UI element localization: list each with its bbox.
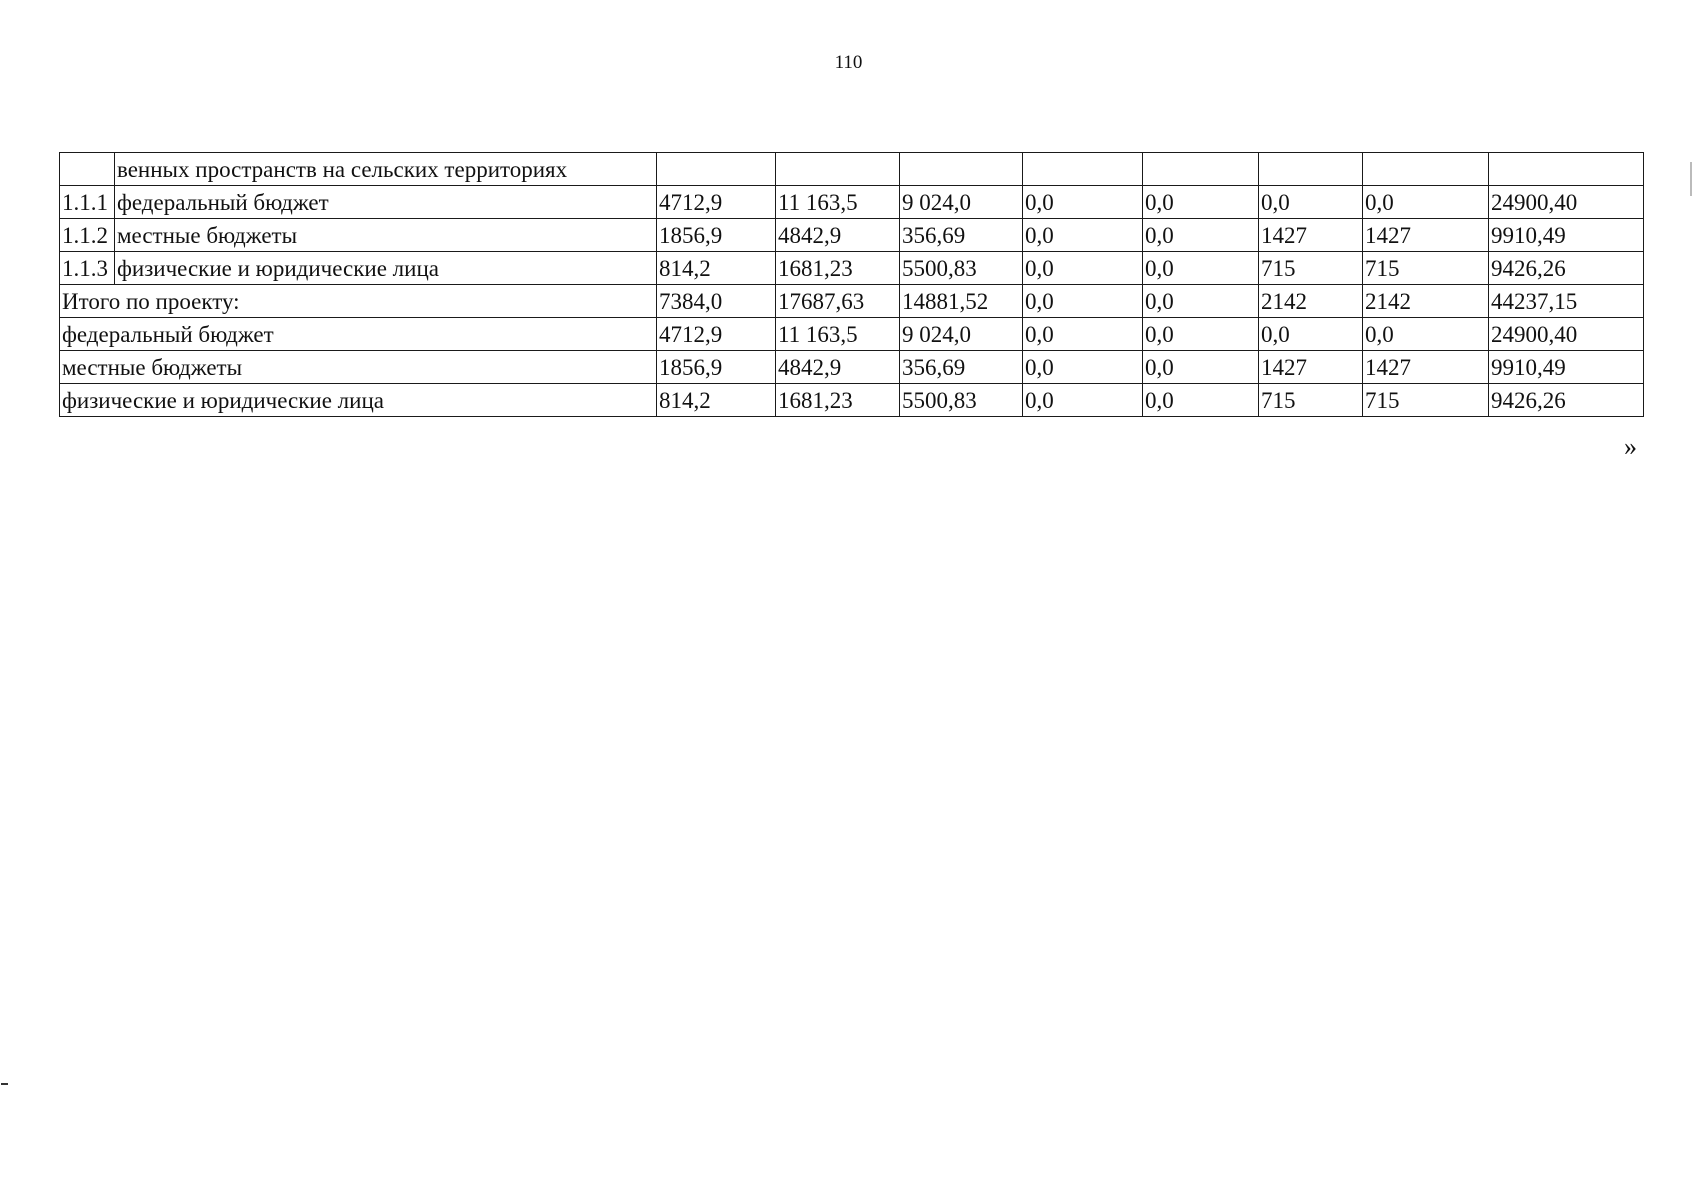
value-cell: 1427: [1259, 351, 1363, 384]
value-cell: 4712,9: [657, 318, 776, 351]
value-cell: 0,0: [1143, 252, 1259, 285]
row-label-cell: местные бюджеты: [115, 219, 657, 252]
value-cell: 2142: [1363, 285, 1489, 318]
value-cell: 0,0: [1023, 318, 1143, 351]
value-cell: 9910,49: [1489, 351, 1644, 384]
value-cell: 7384,0: [657, 285, 776, 318]
value-cell: 14881,52: [900, 285, 1023, 318]
value-cell: 5500,83: [900, 384, 1023, 417]
value-cell: 0,0: [1023, 219, 1143, 252]
summary-row: [60, 318, 1644, 351]
value-cell: 0,0: [1143, 384, 1259, 417]
value-cell: 0,0: [1023, 384, 1143, 417]
value-cell: 0,0: [1143, 351, 1259, 384]
value-cell: 0,0: [1023, 252, 1143, 285]
value-cell: 9 024,0: [900, 318, 1023, 351]
value-cell: 17687,63: [776, 285, 900, 318]
value-cell: 715: [1259, 252, 1363, 285]
value-cell: [1363, 153, 1489, 186]
value-cell: 9 024,0: [900, 186, 1023, 219]
value-cell: 11 163,5: [776, 186, 900, 219]
table-row: [60, 219, 1644, 252]
value-cell: 356,69: [900, 219, 1023, 252]
table-row: [60, 186, 1644, 219]
value-cell: 715: [1259, 384, 1363, 417]
value-cell: 1681,23: [776, 384, 900, 417]
table-row: [60, 153, 1644, 186]
value-cell: [657, 153, 776, 186]
value-cell: 0,0: [1259, 318, 1363, 351]
value-cell: 24900,40: [1489, 318, 1644, 351]
value-cell: 814,2: [657, 384, 776, 417]
summary-row: [60, 285, 1644, 318]
row-code-cell: [60, 153, 115, 186]
page-number: 110: [834, 52, 863, 73]
value-cell: 0,0: [1143, 285, 1259, 318]
value-cell: 356,69: [900, 351, 1023, 384]
value-cell: 1681,23: [776, 252, 900, 285]
value-cell: [900, 153, 1023, 186]
value-cell: 0,0: [1143, 219, 1259, 252]
summary-row: [60, 351, 1644, 384]
value-cell: 1427: [1363, 351, 1489, 384]
value-cell: 9426,26: [1489, 384, 1644, 417]
summary-label-cell: физические и юридические лица: [60, 384, 657, 417]
value-cell: 0,0: [1023, 351, 1143, 384]
value-cell: 44237,15: [1489, 285, 1644, 318]
value-cell: 0,0: [1259, 186, 1363, 219]
value-cell: 0,0: [1363, 318, 1489, 351]
value-cell: 1856,9: [657, 219, 776, 252]
value-cell: 2142: [1259, 285, 1363, 318]
value-cell: [776, 153, 900, 186]
table-row: [60, 252, 1644, 285]
scan-mark: [1, 1083, 8, 1085]
row-label-cell: федеральный бюджет: [115, 186, 657, 219]
value-cell: 11 163,5: [776, 318, 900, 351]
row-label-cell: венных пространств на сельских территориях: [115, 153, 657, 186]
value-cell: [1143, 153, 1259, 186]
value-cell: 1427: [1259, 219, 1363, 252]
value-cell: 4842,9: [776, 219, 900, 252]
summary-row: [60, 384, 1644, 417]
value-cell: 0,0: [1023, 186, 1143, 219]
value-cell: [1259, 153, 1363, 186]
summary-label-cell: Итого по проекту:: [60, 285, 657, 318]
closing-quote: »: [1624, 432, 1637, 461]
value-cell: 0,0: [1143, 186, 1259, 219]
summary-label-cell: местные бюджеты: [60, 351, 657, 384]
value-cell: 0,0: [1143, 318, 1259, 351]
row-code-cell: 1.1.1: [60, 186, 115, 219]
value-cell: 4842,9: [776, 351, 900, 384]
table-body: [60, 153, 1644, 417]
value-cell: 0,0: [1363, 186, 1489, 219]
value-cell: 715: [1363, 252, 1489, 285]
value-cell: [1023, 153, 1143, 186]
row-code-cell: 1.1.2: [60, 219, 115, 252]
value-cell: 9426,26: [1489, 252, 1644, 285]
value-cell: 4712,9: [657, 186, 776, 219]
value-cell: 9910,49: [1489, 219, 1644, 252]
value-cell: 814,2: [657, 252, 776, 285]
value-cell: 715: [1363, 384, 1489, 417]
financing-table: [59, 152, 1644, 417]
value-cell: 1856,9: [657, 351, 776, 384]
scan-mark: [1690, 162, 1692, 196]
value-cell: 24900,40: [1489, 186, 1644, 219]
value-cell: [1489, 153, 1644, 186]
value-cell: 0,0: [1023, 285, 1143, 318]
value-cell: 5500,83: [900, 252, 1023, 285]
summary-label-cell: федеральный бюджет: [60, 318, 657, 351]
value-cell: 1427: [1363, 219, 1489, 252]
row-code-cell: 1.1.3: [60, 252, 115, 285]
row-label-cell: физические и юридические лица: [115, 252, 657, 285]
